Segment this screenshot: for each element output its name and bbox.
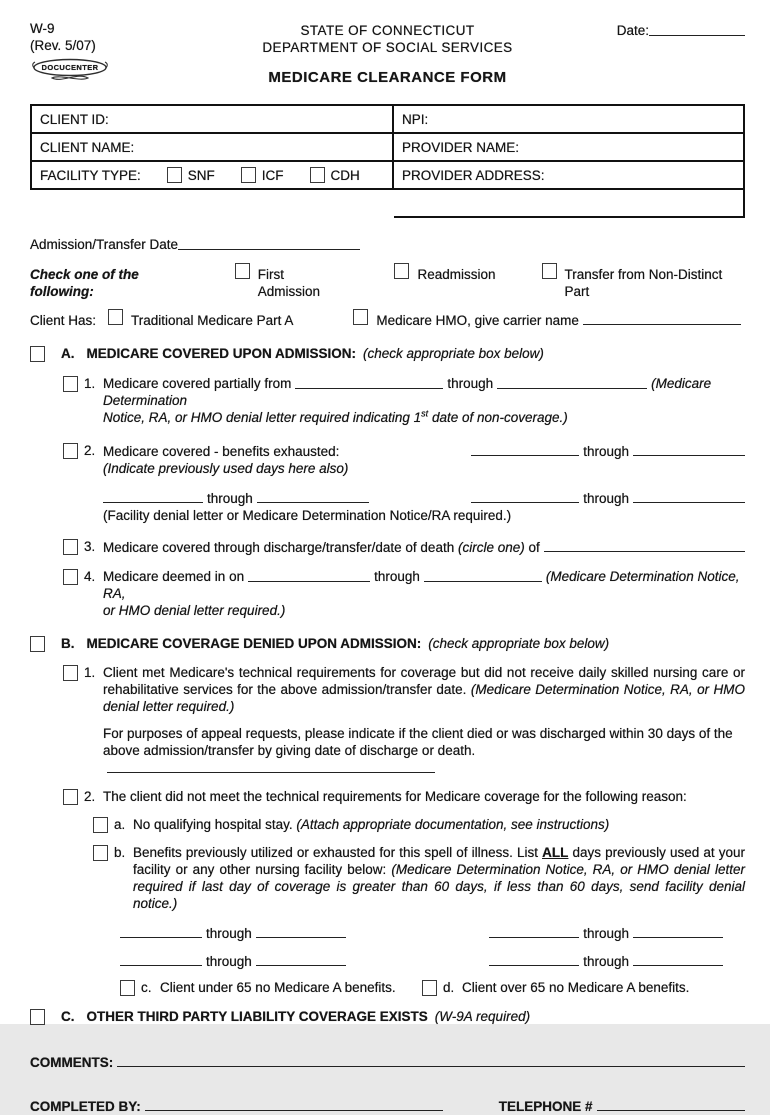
b2b-through-label-4: through xyxy=(583,954,629,969)
item-b2d-number: d. xyxy=(443,980,455,995)
section-c-note: (W-9A required) xyxy=(434,1009,531,1024)
client-has-line xyxy=(30,309,745,329)
b2-cd-row xyxy=(120,979,745,996)
item-b2a-note: (Attach appropriate documentation, see instructions) xyxy=(296,817,610,832)
item-b1-text: Client met Medicare's technical requirements for coverage but did not receive daily skilled nursing care or rehabilitative services for the above admission/transfer date. xyxy=(103,665,745,697)
item-b2d xyxy=(422,979,689,996)
item-b2c xyxy=(120,979,422,996)
item-a1-note-start: (Medicare Determination xyxy=(103,376,712,408)
item-a2-blank-row xyxy=(103,489,745,507)
item-b2d-text: Client over 65 no Medicare A benefits. xyxy=(462,980,690,995)
completed-by-line xyxy=(30,1097,745,1115)
medicare-hmo-checkbox[interactable] xyxy=(353,309,368,325)
item-b2b-note: (Medicare Determination Notice, RA, or HMO denial letter required if last day of coverage is greater than 60 days, if less than 60 days, send facility denial notice.) xyxy=(133,862,745,911)
item-b1 xyxy=(63,664,745,776)
item-a3-of: of xyxy=(528,540,540,555)
a1-from-field[interactable] xyxy=(295,375,443,389)
client-table xyxy=(30,104,394,190)
item-a1-line1 xyxy=(103,375,745,409)
facility-type-row xyxy=(32,162,392,188)
section-a-note: (check appropriate box below) xyxy=(363,346,544,361)
item-b2d-checkbox[interactable] xyxy=(422,980,437,996)
page-title: MEDICARE CLEARANCE FORM xyxy=(268,69,507,86)
first-admission-checkbox[interactable] xyxy=(235,263,250,279)
docucenter-logo xyxy=(30,58,110,88)
comments-line xyxy=(30,1053,745,1071)
item-a3-text: Medicare covered through discharge/transfer/date of death (circle one) of xyxy=(103,540,540,555)
item-a1-number: 1. xyxy=(84,376,96,391)
a2-from-field-1[interactable] xyxy=(471,442,579,456)
item-b2b-checkbox[interactable] xyxy=(93,845,108,861)
agency-name: STATE OF CONNECTICUT xyxy=(300,23,475,38)
section-c-header xyxy=(30,1008,745,1025)
item-b2a-text: No qualifying hospital stay. xyxy=(133,817,293,832)
item-b2c-text: Client under 65 no Medicare A benefits. xyxy=(160,980,396,995)
item-a1-superscript: st xyxy=(421,408,429,419)
item-b2b-text-block xyxy=(133,844,745,912)
check-one-label: Check one of the following: xyxy=(30,267,139,299)
item-b2b-all: ALL xyxy=(542,845,569,860)
section-b-header xyxy=(30,635,745,652)
item-a4-line1 xyxy=(103,568,745,602)
b2b-to-field-3[interactable] xyxy=(256,952,346,966)
agency-department: DEPARTMENT OF SOCIAL SERVICES xyxy=(262,40,513,55)
item-a2-subnote: (Indicate previously used days here also) xyxy=(103,461,349,476)
item-a2 xyxy=(63,442,745,524)
item-b2-checkbox[interactable] xyxy=(63,789,78,805)
provider-address-label: PROVIDER ADDRESS: xyxy=(401,167,545,183)
form-id-block xyxy=(30,20,110,88)
medicare-hmo-label: Medicare HMO, give carrier name xyxy=(376,313,579,328)
telephone-field[interactable] xyxy=(597,1097,745,1111)
item-b2-number: 2. xyxy=(84,789,96,804)
facility-option-icf xyxy=(241,167,284,184)
item-b1-appeal-block xyxy=(103,725,745,776)
form-number: W-9 xyxy=(30,21,55,36)
b2b-through-label-1: through xyxy=(206,926,252,941)
provider-name-label: PROVIDER NAME: xyxy=(401,139,519,155)
b2b-through-label-2: through xyxy=(583,926,629,941)
item-b2c-number: c. xyxy=(141,980,152,995)
item-b2-text: The client did not meet the technical requirements for Medicare coverage for the following reason: xyxy=(103,789,687,804)
item-a4-note-end: or HMO denial letter required.) xyxy=(103,603,286,618)
item-a2-note: (Facility denial letter or Medicare Determination Notice/RA required.) xyxy=(103,508,512,523)
transfer-label: Transfer from Non-Distinct Part xyxy=(564,267,723,299)
section-b-checkbox[interactable] xyxy=(30,636,45,652)
b2b-from-field-2[interactable] xyxy=(489,924,579,938)
item-a2-number: 2. xyxy=(84,443,96,458)
item-b2a-number: a. xyxy=(114,817,126,832)
comments-field[interactable] xyxy=(117,1053,745,1067)
item-b2 xyxy=(63,788,745,805)
a2-through-label-3: through xyxy=(583,491,629,506)
a1-through-label: through xyxy=(447,376,494,391)
date-field[interactable] xyxy=(649,22,745,36)
b2b-through-label-3: through xyxy=(206,954,252,969)
comments-label: COMMENTS: xyxy=(30,1055,114,1070)
facility-option-cdh xyxy=(310,167,360,184)
telephone-label: TELEPHONE # xyxy=(498,1099,593,1114)
provider-address-row[interactable] xyxy=(394,162,743,190)
cdh-checkbox[interactable] xyxy=(310,167,325,183)
a4-to-field[interactable] xyxy=(424,568,542,582)
section-b-note: (check appropriate box below) xyxy=(428,636,610,651)
a1-to-field[interactable] xyxy=(497,375,647,389)
icf-label: ICF xyxy=(261,167,284,183)
hmo-carrier-name-field[interactable] xyxy=(583,311,741,325)
section-a-letter: A. xyxy=(61,346,75,361)
item-a1-note-cont: Notice, RA, or HMO denial letter required indicating 1 xyxy=(103,410,422,425)
readmission-checkbox[interactable] xyxy=(394,263,409,279)
item-b1-appeal-text: For purposes of appeal requests, please indicate if the client died or was discharged within 30 days of the above admission/transfer by giving date of discharge or death. xyxy=(103,726,733,758)
a3-date-field[interactable] xyxy=(544,538,745,552)
npi-label: NPI: xyxy=(401,111,429,127)
form-revision: (Rev. 5/07) xyxy=(30,38,96,53)
icf-checkbox[interactable] xyxy=(241,167,256,183)
snf-checkbox[interactable] xyxy=(167,167,182,183)
section-c-letter: C. xyxy=(61,1009,75,1024)
item-a4-checkbox[interactable] xyxy=(63,569,78,585)
a2-through-label-2: through xyxy=(207,491,253,506)
item-a4-text: Medicare deemed in on xyxy=(103,569,245,584)
section-b-letter: B. xyxy=(61,636,75,651)
item-a1-note-end: date of non-coverage.) xyxy=(431,410,568,425)
section-a-header xyxy=(30,345,745,362)
date-label: Date: xyxy=(616,23,649,38)
section-c-title: OTHER THIRD PARTY LIABILITY COVERAGE EXISTS xyxy=(86,1009,428,1024)
item-a1-checkbox[interactable] xyxy=(63,376,78,392)
a2-from-field-3[interactable] xyxy=(471,489,579,503)
item-b2b-text-start: Benefits previously utilized or exhausted for this spell of illness. List xyxy=(133,845,538,860)
client-provider-table xyxy=(30,104,745,218)
b2b-from-field-1[interactable] xyxy=(120,924,202,938)
b2b-from-field-4[interactable] xyxy=(489,952,579,966)
a2-from-field-2[interactable] xyxy=(103,489,203,503)
snf-label: SNF xyxy=(187,167,215,183)
facility-type-label: FACILITY TYPE: xyxy=(40,167,141,183)
item-b1-number: 1. xyxy=(84,665,96,680)
a2-to-field-2[interactable] xyxy=(257,489,369,503)
a2-to-field-1[interactable] xyxy=(633,442,745,456)
b2b-from-field-3[interactable] xyxy=(120,952,202,966)
item-a4-note-start: (Medicare Determination Notice, RA, xyxy=(103,569,740,601)
admission-date-field[interactable] xyxy=(178,236,360,250)
section-a-checkbox[interactable] xyxy=(30,346,45,362)
client-has-label: Client Has: xyxy=(30,313,97,328)
item-a1-text: Medicare covered partially from xyxy=(103,376,292,391)
item-b2c-checkbox[interactable] xyxy=(120,980,135,996)
a4-through-label: through xyxy=(374,569,420,584)
section-b-title: MEDICARE COVERAGE DENIED UPON ADMISSION: xyxy=(86,636,422,651)
b2b-days-row-1 xyxy=(120,924,745,942)
b2b-days-row-2 xyxy=(120,952,745,970)
admission-date-label: Admission/Transfer Date xyxy=(30,237,179,252)
item-a3-circle-one: (circle one) xyxy=(457,540,525,555)
item-b2b-text-end: days previously used at your facility or any other nursing facility below: xyxy=(133,845,745,877)
b1-discharge-date-field[interactable] xyxy=(107,759,435,773)
item-a4-number: 4. xyxy=(84,569,96,584)
admission-date-line xyxy=(30,236,745,253)
item-b2b xyxy=(93,844,745,912)
client-id-label: CLIENT ID: xyxy=(40,111,109,127)
provider-address-extra-row[interactable] xyxy=(394,190,743,216)
admission-type-line xyxy=(30,263,745,300)
client-name-label: CLIENT NAME: xyxy=(40,139,135,155)
item-a2-checkbox[interactable] xyxy=(63,443,78,459)
b2b-to-field-2[interactable] xyxy=(633,924,723,938)
npi-row[interactable] xyxy=(394,106,743,134)
transfer-checkbox[interactable] xyxy=(542,263,557,279)
traditional-medicare-label: Traditional Medicare Part A xyxy=(131,313,294,328)
item-a2-text: Medicare covered - benefits exhausted: xyxy=(103,444,340,459)
item-b1-text-block xyxy=(103,664,745,715)
item-a3-number: 3. xyxy=(84,539,96,554)
readmission-label: Readmission xyxy=(417,267,496,282)
form-header xyxy=(30,20,745,96)
completed-by-label: COMPLETED BY: xyxy=(30,1099,141,1114)
client-name-row[interactable] xyxy=(32,134,392,162)
docucenter-logo-graphic xyxy=(30,58,110,84)
a4-from-field[interactable] xyxy=(248,568,370,582)
client-id-row[interactable] xyxy=(32,106,392,134)
first-admission-label: First Admission xyxy=(257,267,321,299)
traditional-medicare-checkbox[interactable] xyxy=(108,309,123,325)
item-b2b-number: b. xyxy=(114,845,126,860)
cdh-label: CDH xyxy=(330,167,360,183)
provider-table xyxy=(394,104,745,218)
provider-name-row[interactable] xyxy=(394,134,743,162)
b2b-to-field-4[interactable] xyxy=(633,952,723,966)
facility-option-snf xyxy=(167,167,215,184)
item-a2-line1 xyxy=(103,442,745,460)
item-a1 xyxy=(63,375,745,426)
item-b1-note: (Medicare Determination Notice, RA, or HMO denial letter required.) xyxy=(103,682,745,714)
section-a-title: MEDICARE COVERED UPON ADMISSION: xyxy=(86,346,357,361)
item-a3-checkbox[interactable] xyxy=(63,539,78,555)
a2-to-field-3[interactable] xyxy=(633,489,745,503)
date-block xyxy=(617,22,745,39)
docucenter-logo-text: DOCUCENTER xyxy=(41,63,99,72)
a2-through-label-1: through xyxy=(583,444,629,459)
completed-by-field[interactable] xyxy=(145,1097,443,1111)
item-a4 xyxy=(63,568,745,619)
section-c-checkbox[interactable] xyxy=(30,1009,45,1025)
item-b2a xyxy=(93,816,745,833)
item-a1-note-line xyxy=(103,409,745,426)
item-b1-checkbox[interactable] xyxy=(63,665,78,681)
b2b-to-field-1[interactable] xyxy=(256,924,346,938)
item-b2a-checkbox[interactable] xyxy=(93,817,108,833)
item-a3 xyxy=(63,538,745,556)
